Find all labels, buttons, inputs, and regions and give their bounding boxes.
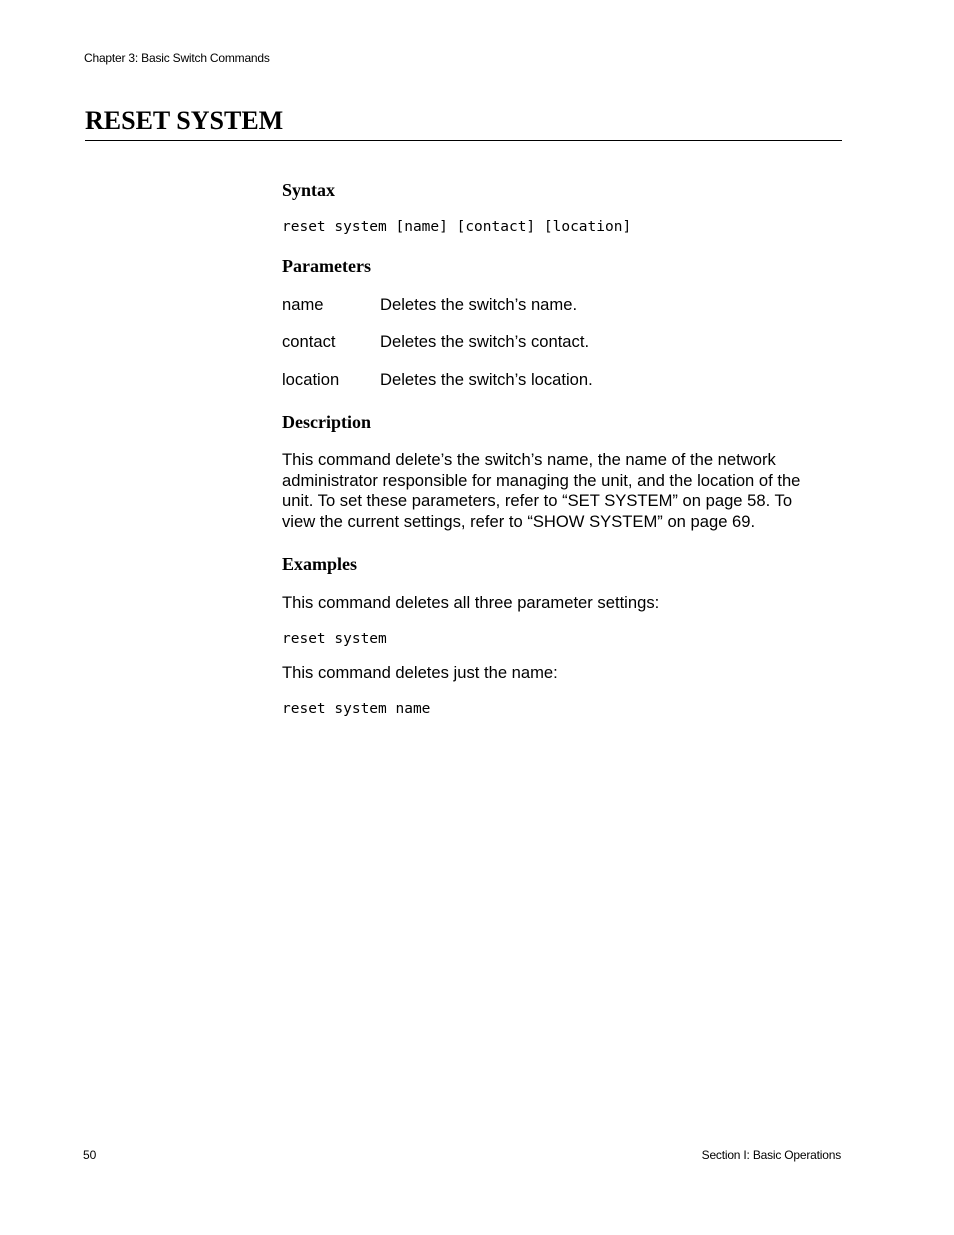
page-title: RESET SYSTEM — [85, 106, 284, 135]
running-footer-section: Section I: Basic Operations — [701, 1148, 841, 1162]
example-intro: This command deletes just the name: — [282, 663, 558, 682]
description-text: This command delete’s the switch’s name, the name of the network administrator responsible for managing the unit, and the location of the unit. To set these parameters, refer to “SET SYSTEM” on page 58. To view the current settings, refer to “SHOW SYSTEM” on page 69. — [282, 450, 801, 531]
parameter-name: location — [282, 370, 340, 389]
description-heading: Description — [282, 412, 371, 432]
parameter-description: Deletes the switch’s name. — [380, 295, 578, 314]
parameter-name: name — [282, 295, 324, 314]
parameter-description: Deletes the switch’s location. — [380, 370, 593, 389]
example-command: reset system — [282, 631, 387, 647]
running-header: Chapter 3: Basic Switch Commands — [84, 51, 270, 65]
parameter-description: Deletes the switch’s contact. — [380, 332, 590, 351]
parameter-name: contact — [282, 332, 336, 351]
syntax-command: reset system [name] [contact] [location] — [282, 219, 632, 235]
syntax-heading: Syntax — [282, 180, 336, 200]
examples-heading: Examples — [282, 554, 358, 574]
title-rule — [85, 140, 842, 141]
page-number: 50 — [83, 1148, 97, 1162]
parameters-heading: Parameters — [282, 256, 371, 276]
example-intro: This command deletes all three parameter settings: — [282, 593, 660, 612]
example-command: reset system name — [282, 701, 431, 717]
